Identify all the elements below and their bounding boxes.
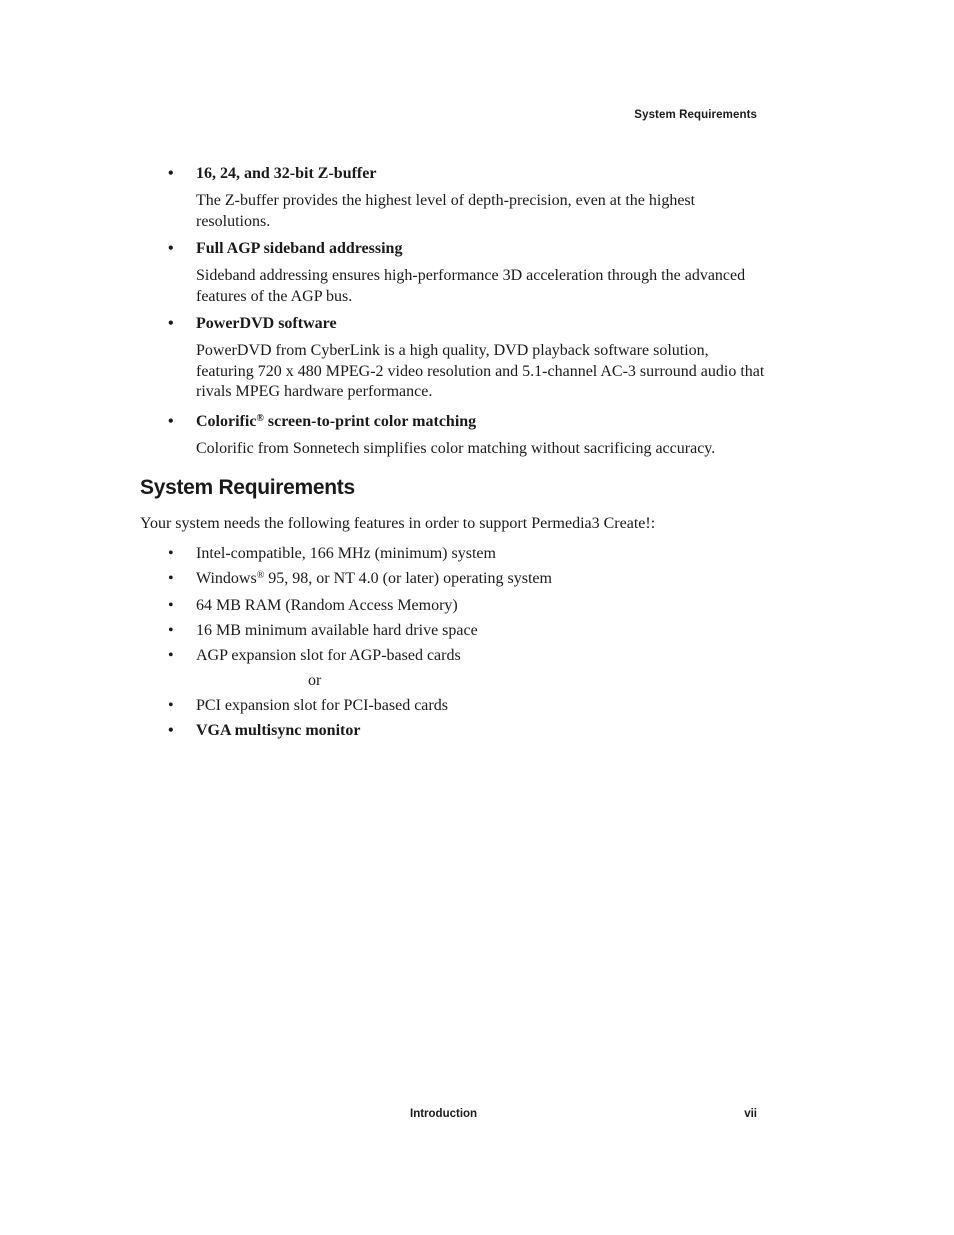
requirement-text [196, 570, 552, 587]
feature-list [166, 164, 766, 459]
requirement-item [166, 696, 766, 721]
bullet-icon: • [168, 545, 174, 562]
requirement-item [166, 596, 766, 621]
section-intro: Your system needs the following features in order to support Permedia3 Create!: [140, 515, 656, 532]
requirement-text: 16 MB minimum available hard drive space [196, 622, 478, 639]
bullet-icon: • [168, 597, 174, 614]
feature-title: 16, 24, and 32-bit Z-buffer [196, 165, 377, 182]
page-number: vii [744, 1108, 757, 1120]
feature-description: Colorific from Sonnetech simplifies color matching without sacrificing accuracy. [196, 439, 716, 457]
feature-item [166, 314, 766, 403]
os-versions: 95, 98, or NT 4.0 (or later) operating system [264, 570, 552, 587]
or-separator: or [308, 672, 322, 689]
feature-title [196, 412, 766, 432]
section-heading: System Requirements [140, 476, 355, 499]
os-name: Windows [196, 570, 257, 587]
bullet-icon: • [168, 722, 174, 739]
running-header: System Requirements [634, 109, 757, 121]
requirement-text: AGP expansion slot for AGP-based cards [196, 647, 461, 664]
bullet-icon: • [168, 647, 174, 664]
registered-mark: ® [256, 412, 264, 424]
requirement-item [166, 544, 766, 569]
requirement-item [166, 646, 766, 671]
bullet-icon: • [168, 412, 174, 430]
feature-title: Full AGP sideband addressing [196, 240, 403, 257]
requirement-text: PCI expansion slot for PCI-based cards [196, 697, 448, 714]
requirement-text: VGA multisync monitor [196, 722, 361, 739]
feature-item [166, 164, 766, 232]
feature-description: Sideband addressing ensures high-performance 3D acceleration through the advanced features of the AGP bus. [196, 267, 746, 305]
bullet-icon: • [168, 165, 174, 182]
bullet-icon: • [168, 697, 174, 714]
requirement-text: Intel-compatible, 166 MHz (minimum) system [196, 545, 496, 562]
feature-title-name: Colorific [196, 412, 257, 430]
requirement-item [166, 721, 766, 746]
feature-item [166, 239, 766, 307]
bullet-icon: • [168, 240, 174, 257]
bullet-icon: • [168, 570, 174, 587]
requirement-item [166, 569, 766, 596]
bullet-icon: • [168, 622, 174, 639]
feature-item [166, 412, 766, 460]
feature-title-rest: screen-to-print color matching [263, 412, 477, 430]
feature-description: PowerDVD from CyberLink is a high quality, DVD playback software solution, featuring 720 x 480 MPEG-2 video resolution and 5.1-channel AC-3 surround audio that rivals MPEG hardware performance. [196, 342, 765, 400]
footer-section-name: Introduction [410, 1108, 478, 1120]
feature-description: The Z-buffer provides the highest level of depth-precision, even at the highest resolutions. [196, 192, 696, 230]
requirements-list [166, 544, 766, 746]
bullet-icon: • [168, 315, 174, 332]
feature-title: PowerDVD software [196, 315, 337, 332]
requirement-item [166, 621, 766, 646]
registered-mark: ® [256, 570, 265, 581]
requirement-text: 64 MB RAM (Random Access Memory) [196, 597, 458, 614]
